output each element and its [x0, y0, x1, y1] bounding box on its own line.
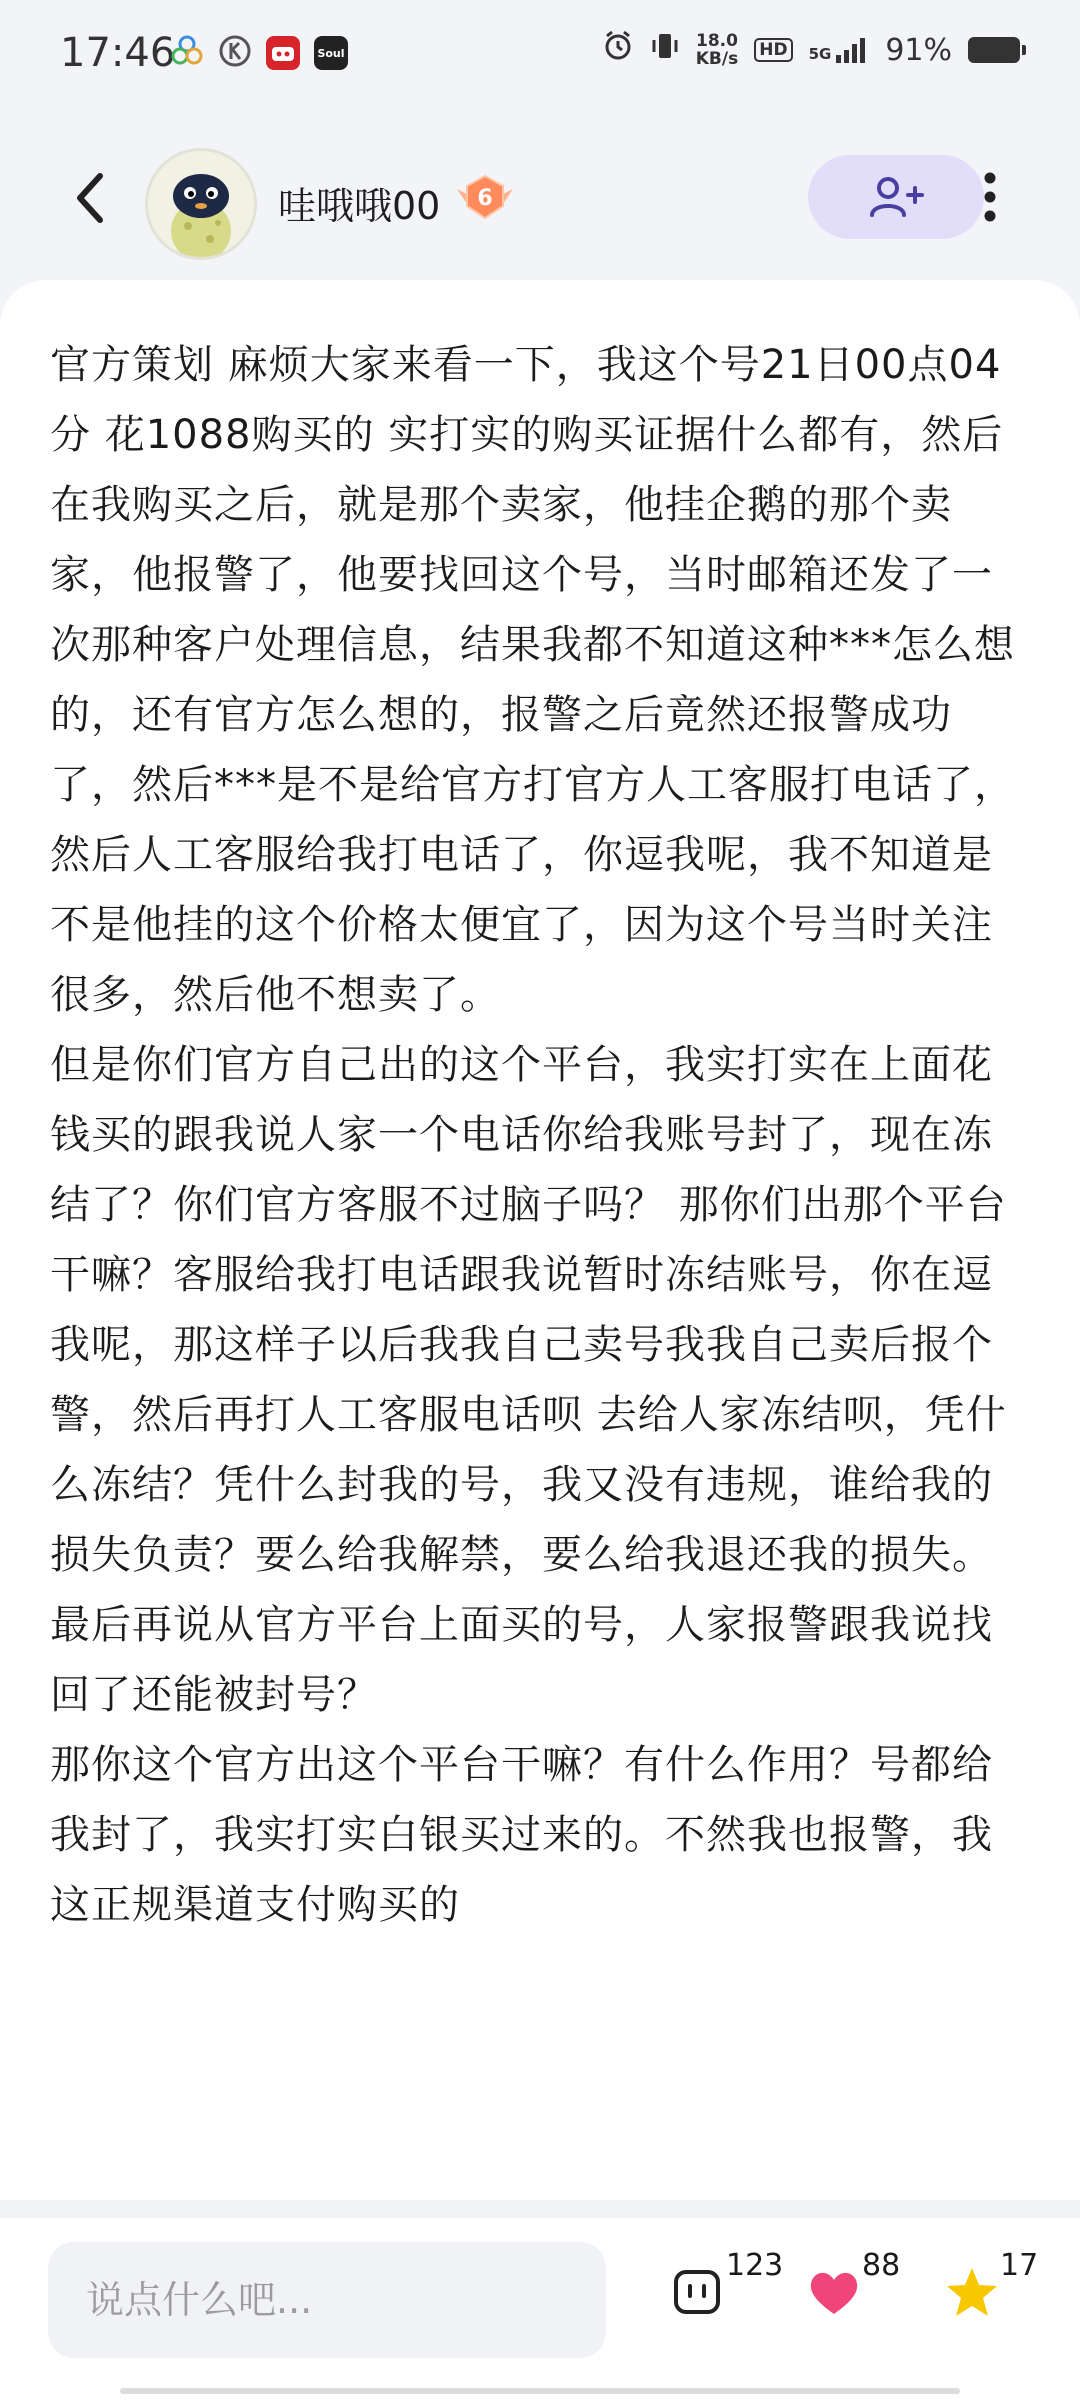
comment-input[interactable] [48, 2242, 606, 2358]
hd-badge: HD [754, 38, 792, 62]
post-card [0, 280, 1080, 2200]
battery-icon [968, 37, 1020, 63]
comment-icon [672, 2268, 722, 2318]
like-count: 88 [862, 2248, 901, 2283]
bottom-action-bar [0, 2218, 1080, 2400]
comment-count: 123 [726, 2248, 784, 2283]
status-app-icons [170, 34, 348, 72]
level-number: 6 [477, 186, 493, 211]
username[interactable]: 哇哦哦00 [278, 184, 441, 228]
level-badge [455, 173, 515, 223]
vibrate-icon [650, 30, 680, 70]
flower-app-icon [170, 34, 204, 72]
avatar[interactable] [145, 148, 257, 260]
network-speed: 18.0 KB/s [695, 31, 739, 69]
k-app-icon [218, 34, 252, 72]
favorite-count: 17 [1000, 2248, 1039, 2283]
chevron-left-icon [70, 170, 110, 226]
soul-app-icon: Soul [314, 36, 348, 70]
post-body-text: 官方策划 麻烦大家来看一下，我这个号21日00点04分 花1088购买的 实打实的购买证据什么都有，然后在我购买之后，就是那个卖家，他挂企鹅的那个卖家，他报警了，他要找回这个号，当时邮箱还发了一次那种客户处理信息，结果我都不知道这种***怎么想的，还有官方怎么想的，报警之后竟然还报警成功了，然后***是不是给官方打官方人工客服打电话了，然后人工客服给我打电话了，你逗我呢，我不知道是不是他挂的这个价格太便宜了，因为这个号当时关注很多，然后他不想卖了。 但是你们官方自己出的这个平台，我实打实在上面花钱买的跟我说人家一个电话你给我账号封了，现在冻结了？你们官方客服不过脑子吗？ 那你们出那个平台干嘛？客服给我打电话跟我说暂时冻结账号，你在逗我呢，那这样子以后我我自己卖号我我自己卖后报个警，然后再打人工客服电话呗 去给人家冻结呗，凭什么冻结？凭什么封我的号，我又没有违规，谁给我的损失负责？要么给我解禁，要么给我退还我的损失。 最后再说从官方平台上面买的号，人家报警跟我说找回了还能被封号？ 那你这个官方出这个平台干嘛？有什么作用？号都给我封了，我实打实白银买过来的。不然我也报警，我这正规渠道支付购买的 [50, 342, 1015, 1928]
status-bar [0, 0, 1080, 110]
more-button[interactable] [965, 155, 1015, 239]
comment-button[interactable] [672, 2248, 784, 2336]
tmall-app-icon [266, 36, 300, 70]
alarm-icon [602, 30, 634, 70]
post-header [0, 130, 1080, 270]
battery-percent: 91% [885, 32, 952, 68]
favorite-button[interactable] [944, 2248, 1044, 2336]
star-icon [944, 2266, 1000, 2320]
more-vertical-icon [983, 171, 997, 223]
status-right-group [602, 30, 1020, 70]
status-time: 17:46 [60, 30, 176, 76]
heart-icon [806, 2268, 862, 2318]
like-button[interactable] [806, 2248, 906, 2336]
back-button[interactable] [60, 168, 120, 228]
signal-icon: 5G [809, 37, 870, 63]
home-indicator [120, 2388, 960, 2394]
add-user-icon [868, 175, 924, 219]
follow-button[interactable] [808, 155, 984, 239]
